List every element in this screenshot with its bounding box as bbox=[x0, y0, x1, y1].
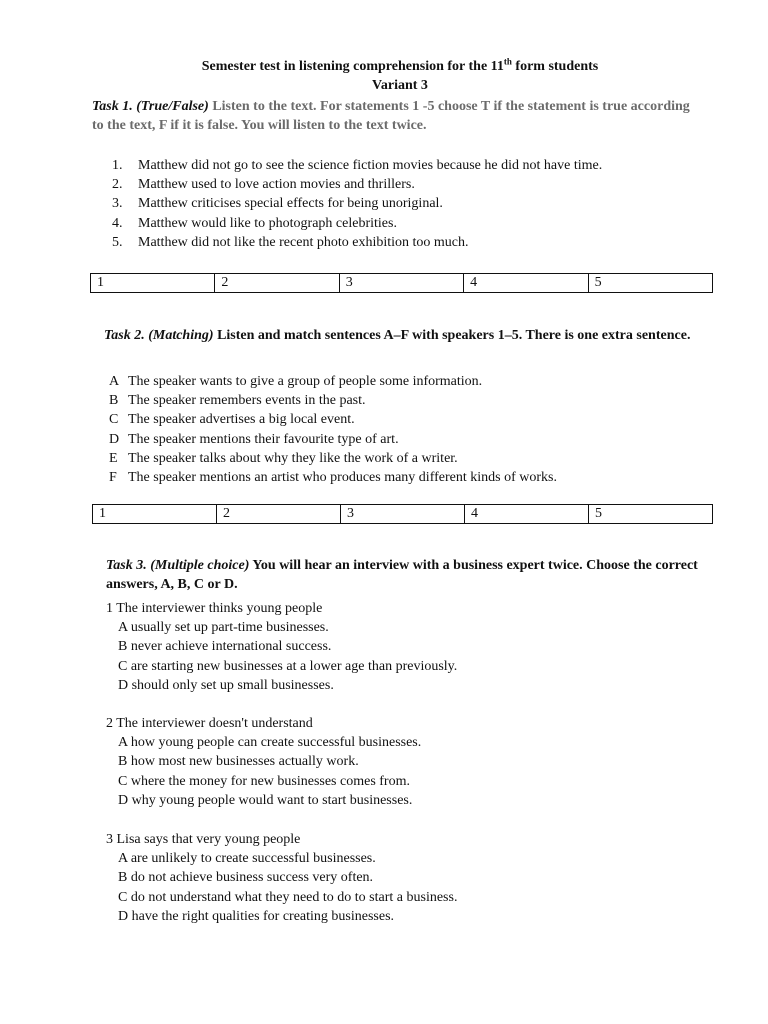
task1-instruction: Listen to the text. For statements 1 -5 choose T if the statement is true according to the text, F if it is false. You will listen to the text twice. bbox=[92, 99, 690, 133]
list-item: C The speaker advertises a big local event. bbox=[109, 412, 355, 428]
task1-heading bbox=[92, 97, 692, 135]
answer-cell-2[interactable]: 2 bbox=[217, 505, 341, 524]
task3-instruction: You will hear an interview with a business expert twice. Choose the correct answers, A, B, C or D. bbox=[106, 558, 698, 592]
list-item: 1. Matthew did not go to see the science fiction movies because he did not have time. bbox=[112, 158, 603, 173]
list-item: A The speaker wants to give a group of people some information. bbox=[109, 374, 483, 389]
list-item: 3. Matthew criticises special effects for being unoriginal. bbox=[112, 196, 443, 212]
task2-heading bbox=[104, 326, 724, 345]
answer-option[interactable]: C do not understand what they need to do to start a business. bbox=[118, 889, 458, 905]
answer-option[interactable]: C are starting new businesses at a lower age than previously. bbox=[118, 658, 458, 674]
answer-cell-1[interactable]: 1 bbox=[91, 274, 215, 293]
answer-cell-4[interactable]: 4 bbox=[465, 505, 589, 524]
answer-option[interactable]: C where the money for new businesses comes from. bbox=[118, 773, 410, 789]
question-2 bbox=[106, 714, 421, 810]
list-item: 2. Matthew used to love action movies and thrillers. bbox=[112, 177, 415, 193]
list-item: 4. Matthew would like to photograph celebrities. bbox=[112, 215, 397, 231]
answer-cell-2[interactable]: 2 bbox=[215, 274, 339, 293]
question-3 bbox=[106, 830, 457, 926]
answer-cell-4[interactable]: 4 bbox=[464, 274, 588, 293]
task1-answer-table bbox=[90, 273, 713, 293]
list-item: 5. Matthew did not like the recent photo exhibition too much. bbox=[112, 234, 469, 250]
variant-label: Variant 3 bbox=[372, 78, 428, 93]
task2-answer-table bbox=[92, 504, 713, 524]
task3-heading bbox=[106, 556, 726, 594]
answer-option[interactable]: B do not achieve business success very often. bbox=[118, 870, 374, 886]
list-item: E The speaker talks about why they like the work of a writer. bbox=[109, 450, 458, 466]
task3-name: Task 3. (Multiple choice) bbox=[106, 558, 250, 573]
answer-option[interactable]: B how most new businesses actually work. bbox=[118, 754, 359, 770]
answer-option[interactable]: B never achieve international success. bbox=[118, 639, 332, 655]
answer-option[interactable]: A are unlikely to create successful businesses. bbox=[118, 851, 376, 867]
list-item: D The speaker mentions their favourite type of art. bbox=[109, 431, 399, 447]
answer-option[interactable]: D have the right qualities for creating businesses. bbox=[118, 908, 395, 924]
answer-option[interactable]: A how young people can create successful businesses. bbox=[118, 735, 422, 751]
question-stem: 1 The interviewer thinks young people bbox=[106, 601, 323, 616]
page-title: Semester test in listening comprehension for the 11th form students bbox=[201, 56, 599, 74]
list-item: F The speaker mentions an artist who produces many different kinds of works. bbox=[109, 469, 557, 485]
task2-instruction: Listen and match sentences A–F with speakers 1–5. There is one extra sentence. bbox=[213, 328, 691, 343]
question-stem: 3 Lisa says that very young people bbox=[106, 832, 301, 847]
question-1 bbox=[106, 599, 457, 695]
answer-cell-3[interactable]: 3 bbox=[341, 505, 465, 524]
task2-sentences bbox=[109, 372, 557, 487]
answer-option[interactable]: A usually set up part-time businesses. bbox=[118, 620, 329, 636]
task1-name: Task 1. (True/False) bbox=[92, 99, 209, 114]
answer-cell-3[interactable]: 3 bbox=[339, 274, 463, 293]
task1-statements bbox=[112, 156, 602, 252]
task2-name: Task 2. (Matching) bbox=[104, 328, 214, 343]
answer-cell-5[interactable]: 5 bbox=[589, 505, 713, 524]
answer-cell-5[interactable]: 5 bbox=[588, 274, 712, 293]
list-item: B The speaker remembers events in the past. bbox=[109, 393, 366, 409]
question-stem: 2 The interviewer doesn't understand bbox=[106, 716, 313, 731]
answer-option[interactable]: D should only set up small businesses. bbox=[118, 677, 334, 693]
answer-cell-1[interactable]: 1 bbox=[93, 505, 217, 524]
answer-option[interactable]: D why young people would want to start businesses. bbox=[118, 792, 413, 808]
